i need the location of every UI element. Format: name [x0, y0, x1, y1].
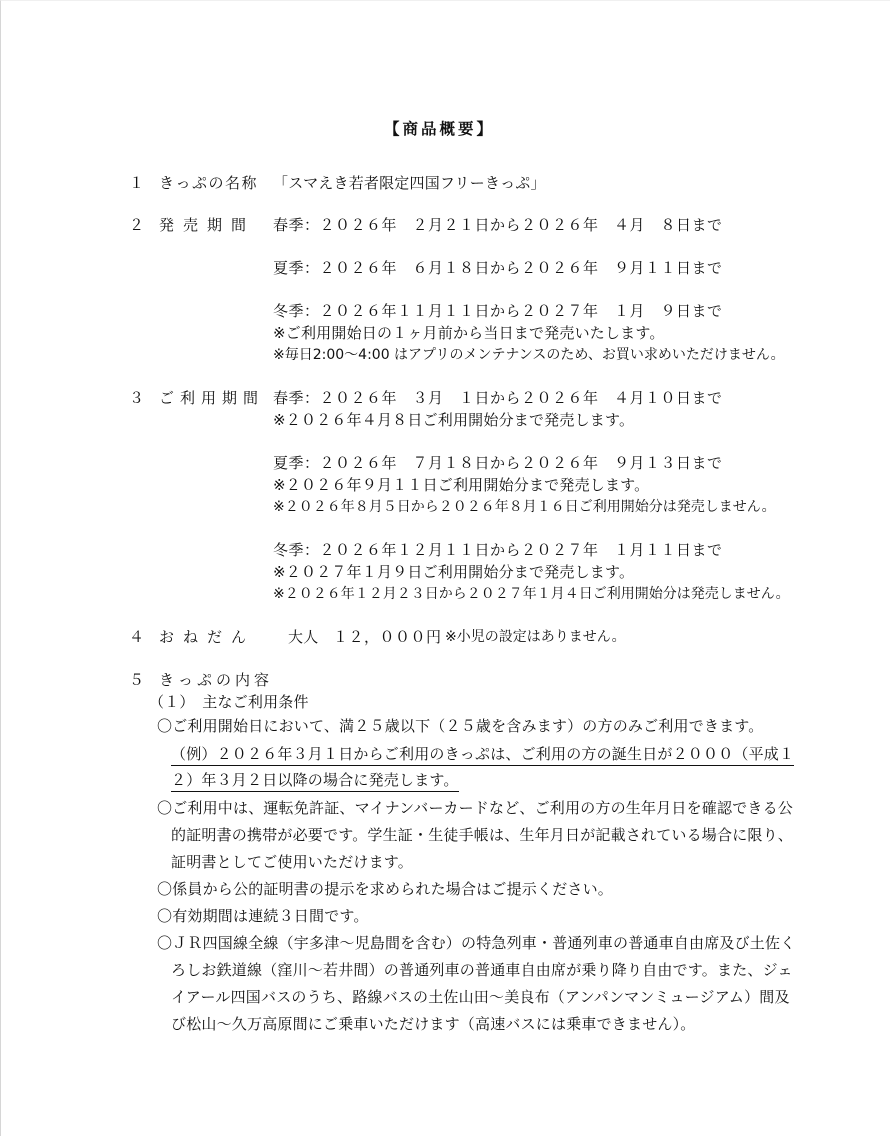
condition-area-line-2: ろしお鉄道線（窪川～若井間）の普通列車の普通車自由席が乗り降り自由です。また、ジェ: [171, 961, 793, 979]
condition-area-line-1: 〇ＪＲ四国線全線（宇多津～児島間を含む）の特急列車・普通列車の普通車自由席及び土佐く: [157, 934, 796, 952]
use-summer-note-2: ※２０２６年８月５日から２０２６年８月１６日ご利用開始分は発売しません。: [273, 499, 776, 515]
use-period-winter: 冬季：２０２６年１２月１１日から２０２７年 １月１１日まで: [273, 541, 723, 559]
section-4-label: おねだん: [159, 628, 256, 646]
section-1-label: きっぷの名称: [159, 174, 259, 192]
price-adult-label: 大人: [288, 628, 319, 646]
use-period-summer: 夏季：２０２６年 ７月１８日から２０２６年 ９月１３日まで: [273, 454, 723, 472]
section-1-number: １: [129, 174, 145, 192]
age-example-line-2: ２）年３月２日以降の場合に発売します。: [171, 770, 459, 792]
sale-note-2: ※毎日2:00～4:00 はアプリのメンテナンスのため、お買い求めいただけません。: [273, 347, 785, 363]
price-value: １２，０００円: [333, 628, 442, 646]
section-2-number: ２: [129, 216, 145, 234]
condition-id-line-3: 証明書としてご使用いただけます。: [171, 853, 414, 871]
use-winter-note-2: ※２０２６年１２月２３日から２０２７年１月４日ご利用開始分は発売しません。: [273, 586, 790, 602]
sale-period-summer: 夏季：２０２６年 ６月１８日から２０２６年 ９月１１日まで: [273, 259, 723, 277]
condition-validity: 〇有効期間は連続３日間です。: [157, 907, 369, 925]
section-2-label: 発売期間: [159, 216, 256, 234]
use-period-spring: 春季：２０２６年 ３月 １日から２０２６年 ４月１０日まで: [273, 389, 723, 407]
sale-note-1: ※ご利用開始日の１ヶ月前から当日まで発売いたします。: [273, 324, 665, 342]
use-spring-note: ※２０２６年４月８日ご利用開始分まで発売します。: [273, 411, 635, 429]
condition-age: 〇ご利用開始日において、満２５歳以下（２５歳を含みます）の方のみご利用できます。: [157, 717, 764, 735]
condition-show-id: 〇係員から公的証明書の提示を求められた場合はご提示ください。: [157, 880, 614, 898]
section-4-number: ４: [129, 628, 145, 646]
sale-period-winter: 冬季：２０２６年１１月１１日から２０２７年 １月 ９日まで: [273, 302, 723, 320]
section-5-number: ５: [129, 671, 145, 689]
section-3-label: ご利用期間: [159, 389, 265, 407]
section-5-label: きっぷの内容: [159, 671, 274, 689]
age-example-line-1: （例）２０２６年３月１日からご利用のきっぷは、ご利用の方の誕生日が２０００（平成１: [171, 744, 794, 766]
condition-area-line-4: び松山～久万高原間にご乗車いただけます（高速バスには乗車できません）。: [171, 1015, 696, 1033]
use-winter-note-1: ※２０２７年１月９日ご利用開始分まで発売します。: [273, 563, 635, 581]
condition-area-line-3: イアール四国バスのうち、路線バスの土佐山田～美良布（アンパンマンミュージアム）間及: [171, 988, 790, 1006]
condition-id-line-2: 的証明書の携帯が必要です。学生証・生徒手帳は、生年月日が記載されている場合に限り、: [171, 826, 794, 844]
sale-period-spring: 春季：２０２６年 ２月２１日から２０２６年 ４月 ８日まで: [273, 216, 723, 234]
section-3-number: ３: [129, 389, 145, 407]
child-price-note: ※小児の設定はありません。: [445, 629, 626, 645]
use-summer-note-1: ※２０２６年９月１１日ご利用開始分まで発売します。: [273, 476, 650, 494]
condition-id-line-1: 〇ご利用中は、運転免許証、マイナンバーカードなど、ご利用の方の生年月日を確認できる公: [157, 799, 794, 817]
document-title: 【商品概要】: [384, 120, 496, 138]
ticket-name: 「スマえき若者限定四国フリーきっぷ」: [273, 174, 546, 192]
usage-conditions-heading: （１） 主なご利用条件: [149, 693, 309, 711]
